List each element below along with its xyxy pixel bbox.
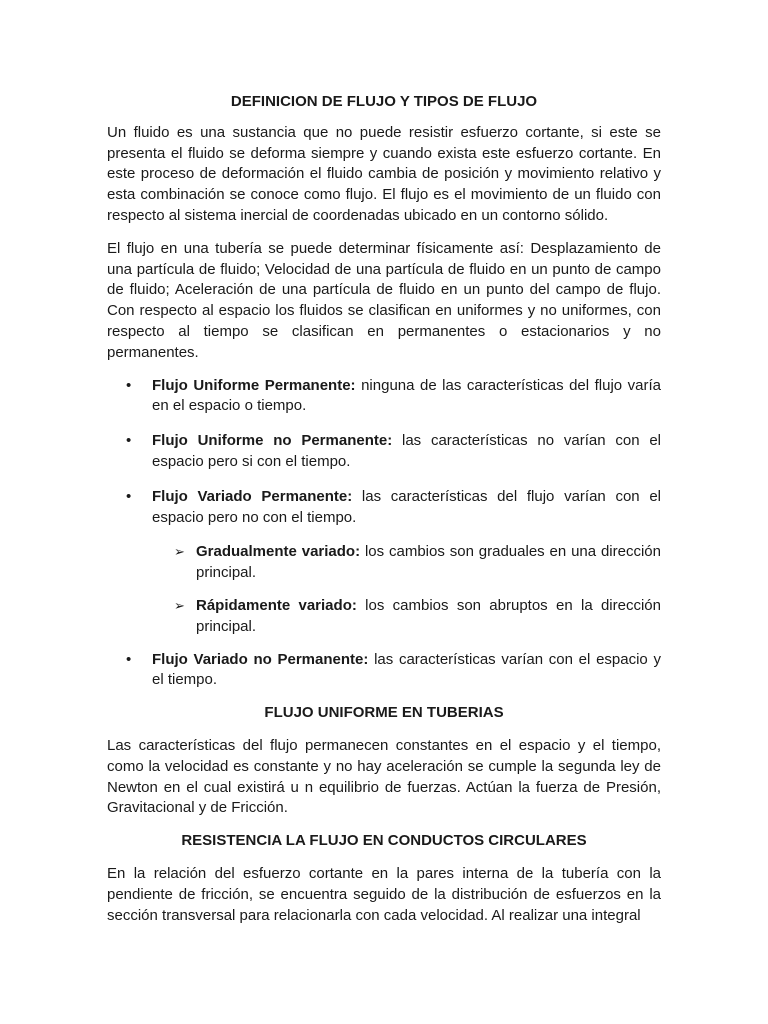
flow-types-list-continued <box>107 650 661 692</box>
section-heading-resistance: RESISTENCIA LA FLUJO EN CONDUCTOS CIRCULARES <box>181 832 587 850</box>
intro-paragraph-2: El flujo en una tubería se puede determinar físicamente así: Desplazamiento de una partícula de fluido; Velocidad de una partícula de fluido en un punto de campo de fluido; Aceleración de una partícula de fluido en un punto del campo de flujo. Con respecto al espacio los fluidos se clasifican en uniformes y no uniformes, con respecto al tiempo se clasifican en permanentes o estacionarios y no permanentes. <box>107 239 661 361</box>
bullet-dot-icon: • <box>126 650 132 668</box>
arrowhead-icon: ➢ <box>174 597 185 613</box>
list-item <box>107 650 661 692</box>
sub-bullet-term: Gradualmente variado: <box>196 543 361 561</box>
section-heading-uniform-flow: FLUJO UNIFORME EN TUBERIAS <box>264 704 504 722</box>
bullet-term: Flujo Variado Permanente: <box>152 487 353 505</box>
arrowhead-icon: ➢ <box>174 544 185 560</box>
list-item <box>107 431 661 473</box>
bullet-text: las características varían con el espacio y el tiempo. <box>152 650 661 689</box>
bullet-term: Flujo Uniforme Permanente: <box>152 376 356 394</box>
bullet-text: las características del flujo varían con el espacio pero no con el tiempo. <box>152 487 661 526</box>
sub-bullet-text: los cambios son abruptos en la dirección principal. <box>196 596 661 635</box>
sub-bullet-text: los cambios son graduales en una dirección principal. <box>196 543 661 582</box>
flow-types-list <box>107 376 661 529</box>
bullet-term: Flujo Variado no Permanente: <box>152 650 369 668</box>
uniform-flow-paragraph: Las características del flujo permanecen constantes en el espacio y el tiempo, como la velocidad es constante y no hay aceleración se cumple la segunda ley de Newton en el cual existirá u n equilibrio de fuerzas. Actúan la fuerza de Presión, Gravitacional y de Fricción. <box>107 736 661 817</box>
bullet-text: ninguna de las características del flujo varía en el espacio o tiempo. <box>152 376 661 415</box>
list-item <box>107 542 661 584</box>
document-page <box>107 88 661 938</box>
list-item <box>107 487 661 529</box>
list-item <box>107 596 661 638</box>
list-item <box>107 376 661 418</box>
sub-bullet-term: Rápidamente variado: <box>196 596 357 614</box>
page-title: DEFINICION DE FLUJO Y TIPOS DE FLUJO <box>230 93 538 110</box>
bullet-term: Flujo Uniforme no Permanente: <box>152 432 393 450</box>
bullet-dot-icon: • <box>126 376 132 394</box>
resistance-paragraph: En la relación del esfuerzo cortante en la pares interna de la tubería con la pendiente de fricción, se encuentra seguido de la distribución de esfuerzos en la sección transversal para relacionarla con cada velocidad. Al realizar una integral <box>107 864 661 924</box>
bullet-dot-icon: • <box>126 487 132 505</box>
bullet-text: las características no varían con el espacio pero si con el tiempo. <box>152 432 661 470</box>
bullet-dot-icon: • <box>126 432 132 450</box>
variado-subtypes-list <box>107 542 661 637</box>
intro-paragraph-1: Un fluido es una sustancia que no puede resistir esfuerzo cortante, si este se presenta el fluido se deforma siempre y cuando exista este esfuerzo cortante. En este proceso de deformación el fluido cambia de posición y movimiento relativo y esta combinación se conoce como flujo. El flujo es el movimiento de un fluido con respecto al sistema inercial de coordenadas ubicado en un contorno sólido. <box>107 123 661 224</box>
